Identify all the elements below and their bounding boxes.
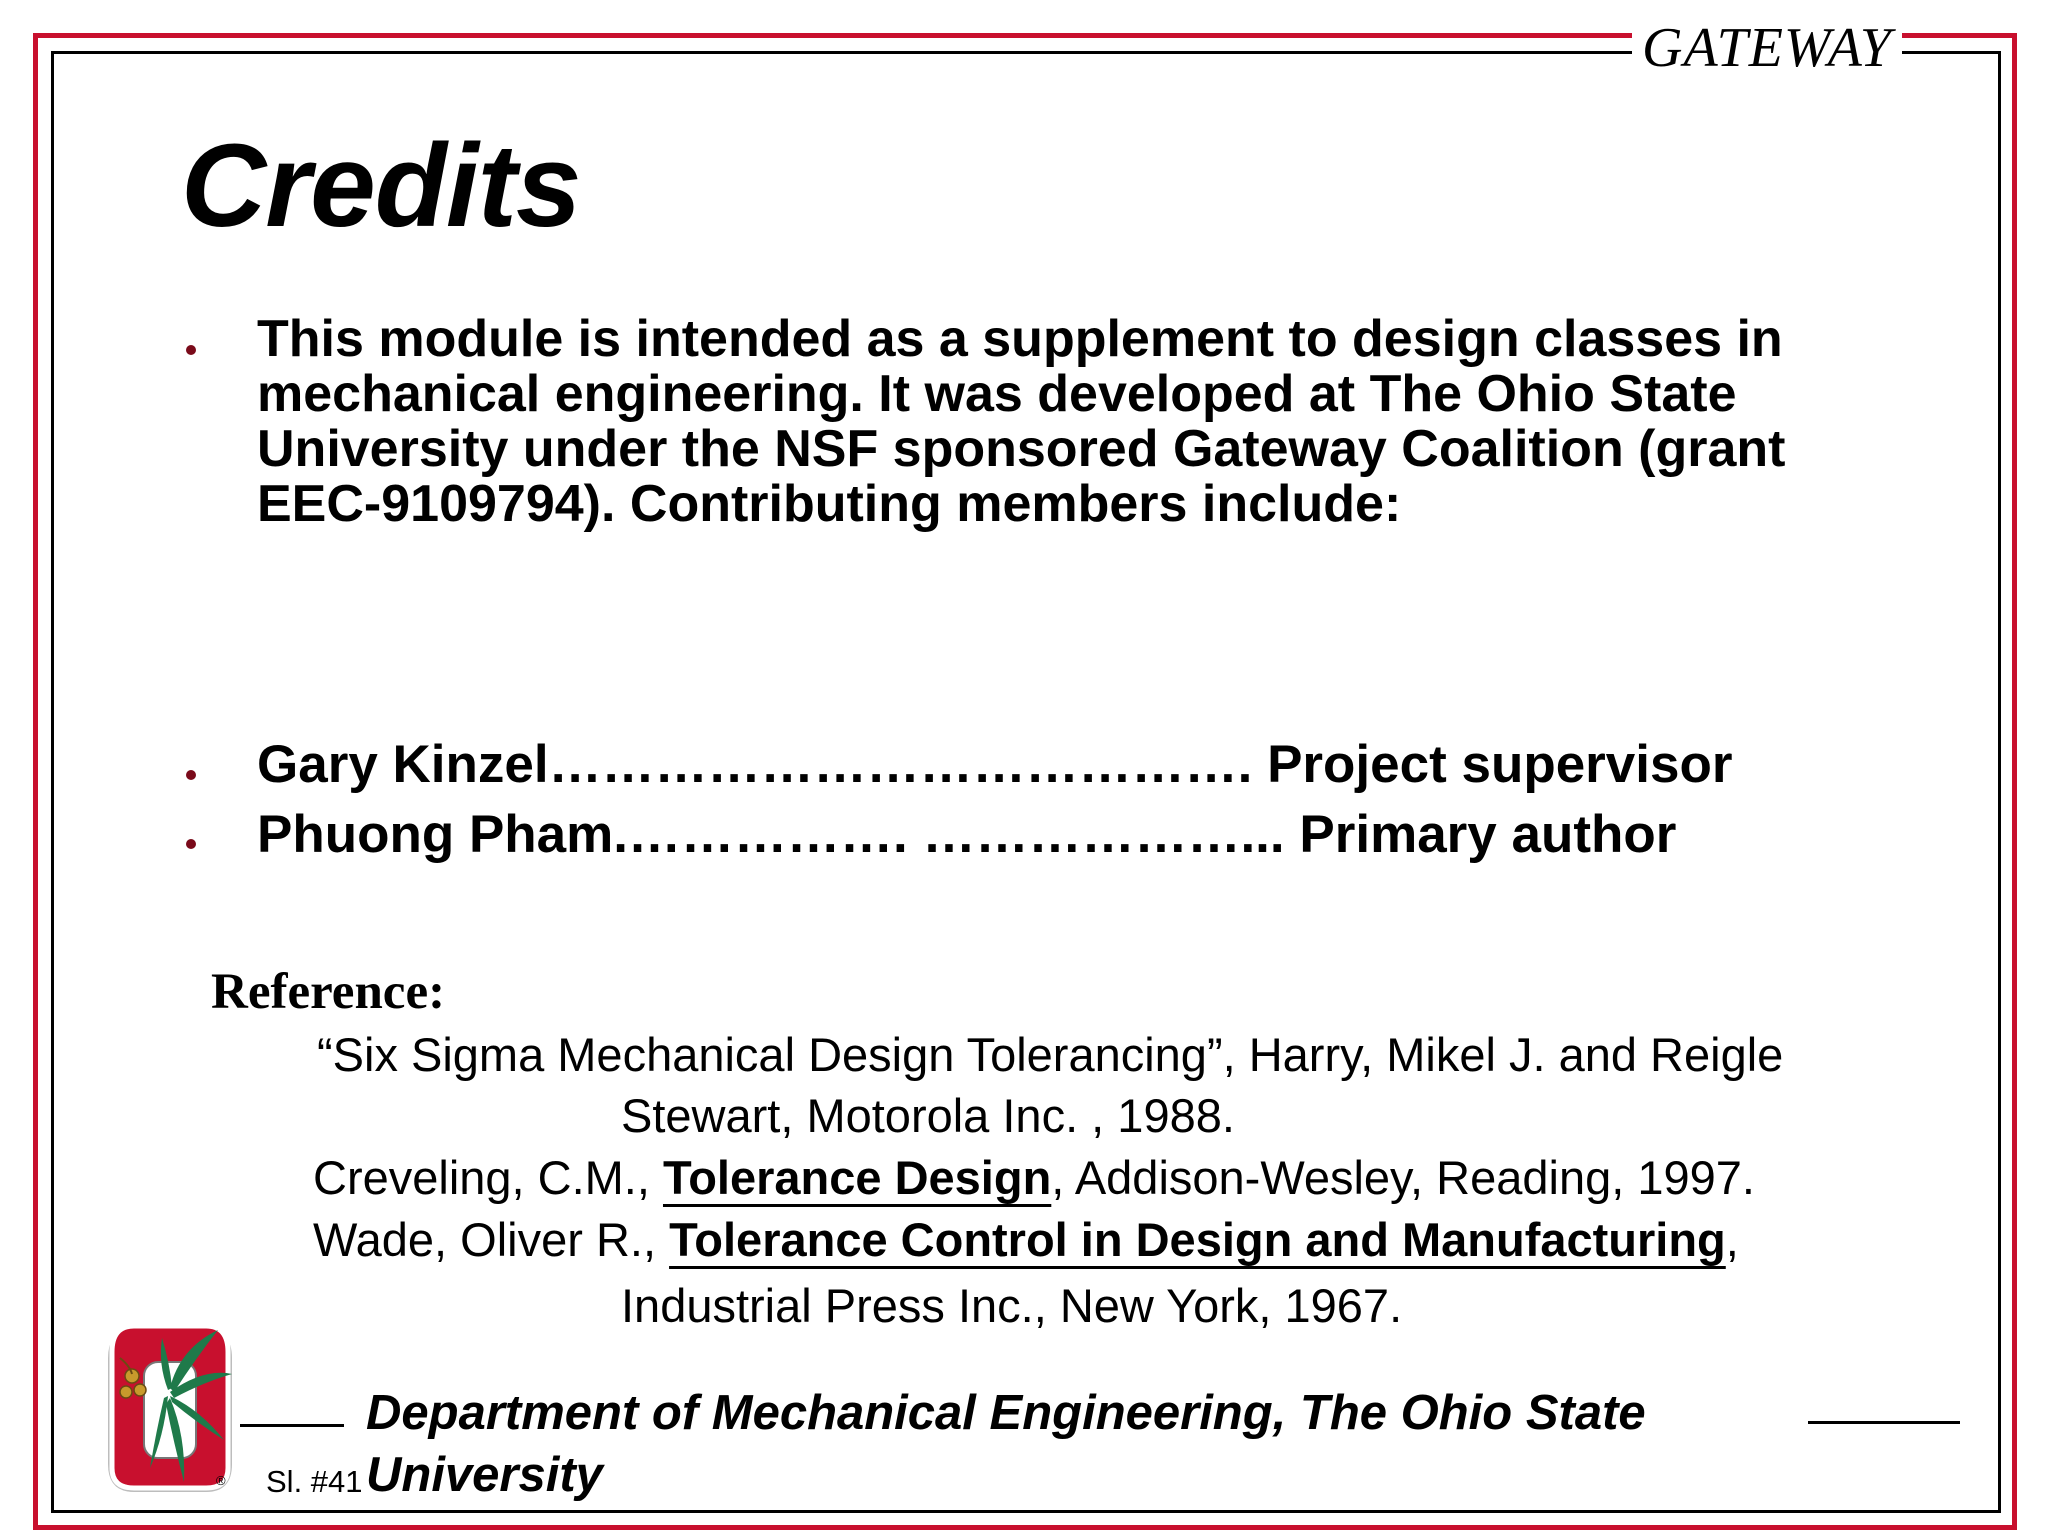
reference-item	[313, 1150, 1755, 1206]
credit-role: Primary author	[1299, 805, 1677, 864]
reference-item-continued: Industrial Press Inc., New York, 1967.	[621, 1279, 1403, 1332]
reference-item	[313, 1212, 1739, 1268]
reference-author: Creveling, C.M.,	[313, 1151, 663, 1204]
reference-item-continued: Stewart, Motorola Inc. , 1988.	[621, 1089, 1235, 1142]
bullet-icon	[186, 770, 196, 780]
credit-role: Project supervisor	[1267, 735, 1733, 794]
credit-leader: .……………. ………………...	[613, 805, 1285, 864]
footer-rule-right	[1808, 1421, 1960, 1424]
credit-item	[257, 734, 1937, 796]
reference-book-title: Tolerance Control in Design and Manufacturing	[669, 1213, 1726, 1266]
credit-leader: ………………………………….	[548, 735, 1253, 794]
slide-title: Credits	[181, 120, 581, 252]
slide-number: Sl. #41	[266, 1464, 363, 1499]
footer-rule-left	[240, 1424, 344, 1427]
reference-author: Wade, Oliver R.,	[313, 1213, 670, 1266]
registered-mark: ®	[216, 1473, 226, 1488]
gateway-brand: GATEWAY	[1632, 18, 1902, 78]
reference-publisher: , Addison-Wesley, Reading, 1997.	[1051, 1151, 1755, 1204]
credit-name: Phuong Pham	[257, 805, 614, 864]
credit-name: Gary Kinzel	[257, 735, 549, 794]
credit-item	[257, 804, 1937, 866]
reference-item: “Six Sigma Mechanical Design Tolerancing”, Harry, Mikel J. and Reigle	[317, 1028, 1784, 1081]
bullet-icon	[186, 839, 196, 849]
footer-department: Department of Mechanical Engineering, The Ohio State University	[366, 1386, 1646, 1502]
reference-heading: Reference:	[211, 964, 446, 1020]
reference-book-title: Tolerance Design	[662, 1151, 1052, 1204]
intro-paragraph: This module is intended as a supplement to design classes in mechanical engineering. It was developed at The Ohio State University under the NSF sponsored Gateway Coalition (grant EEC-9109794). Contributing members include:	[257, 310, 1786, 533]
reference-punctuation: ,	[1725, 1213, 1739, 1266]
bullet-icon	[186, 345, 196, 355]
